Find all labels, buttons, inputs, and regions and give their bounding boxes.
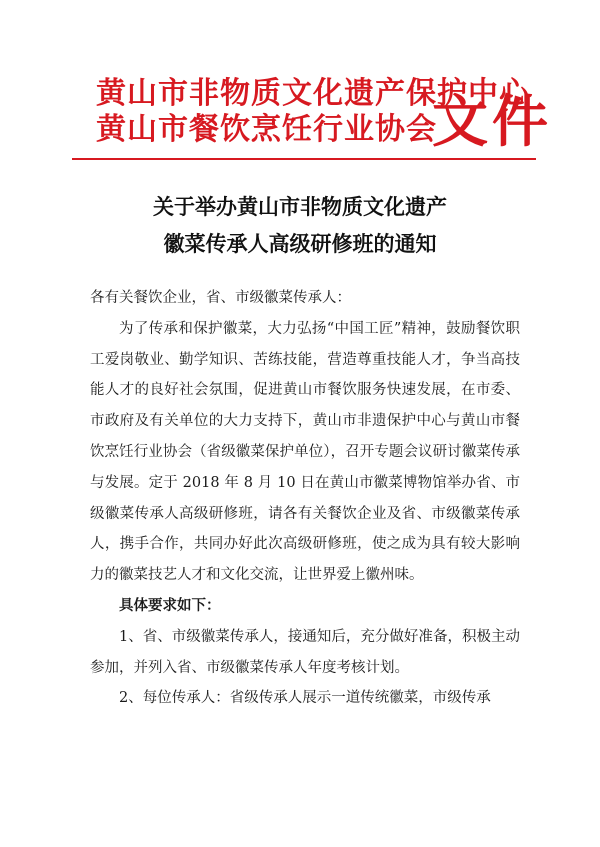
letterhead (0, 0, 600, 160)
requirements-heading: 具体要求如下： (119, 596, 221, 614)
issuing-org-2: 黄山市餐饮烹饪行业协会 (96, 112, 437, 147)
notice-title-line2: 徽菜传承人高级研修班的通知 (163, 231, 437, 256)
notice-title-line1: 关于举办黄山市非物质文化遗产 (153, 194, 447, 219)
red-divider (72, 158, 536, 160)
salutation: 各有关餐饮企业，省、市级徽菜传承人： (90, 290, 351, 306)
requirement-item-1: 1、省、市级徽菜传承人，接通知后，充分做好准备，积极主动参加，并列入省、市级徽菜传承人年度考核计划。 (90, 628, 520, 676)
issuing-org-1: 黄山市非物质文化遗产保护中心 (96, 76, 530, 111)
paragraph-intro: 为了传承和保护徽菜，大力弘扬“中国工匠”精神，鼓励餐饮职工爱岗敬业、勤学知识、苦练技能，营造尊重技能人才，争当高技能人才的良好社会氛围，促进黄山市餐饮服务快速发展，在市委、市政府及有关单位的大力支持下，黄山市非遗保护中心与黄山市餐饮烹饪行业协会（省级徽菜保护单位），召开专题会议研讨徽菜传承与发展。定于 2018 年 8 月 10 日在黄山市徽菜博物馆举办省、市级徽菜传承人高级研修班，请各有关餐饮企业及省、市级徽菜传承人，携手合作，共同办好此次高级研修班，使之成为具有较大影响力的徽菜技艺人才和文化交流，让世界爱上徽州味。 (90, 320, 520, 584)
requirement-item-2: 2、每位传承人：省级传承人展示一道传统徽菜，市级传承 (119, 690, 491, 707)
notice-body (90, 283, 520, 714)
document-label: 文件 (432, 89, 552, 155)
